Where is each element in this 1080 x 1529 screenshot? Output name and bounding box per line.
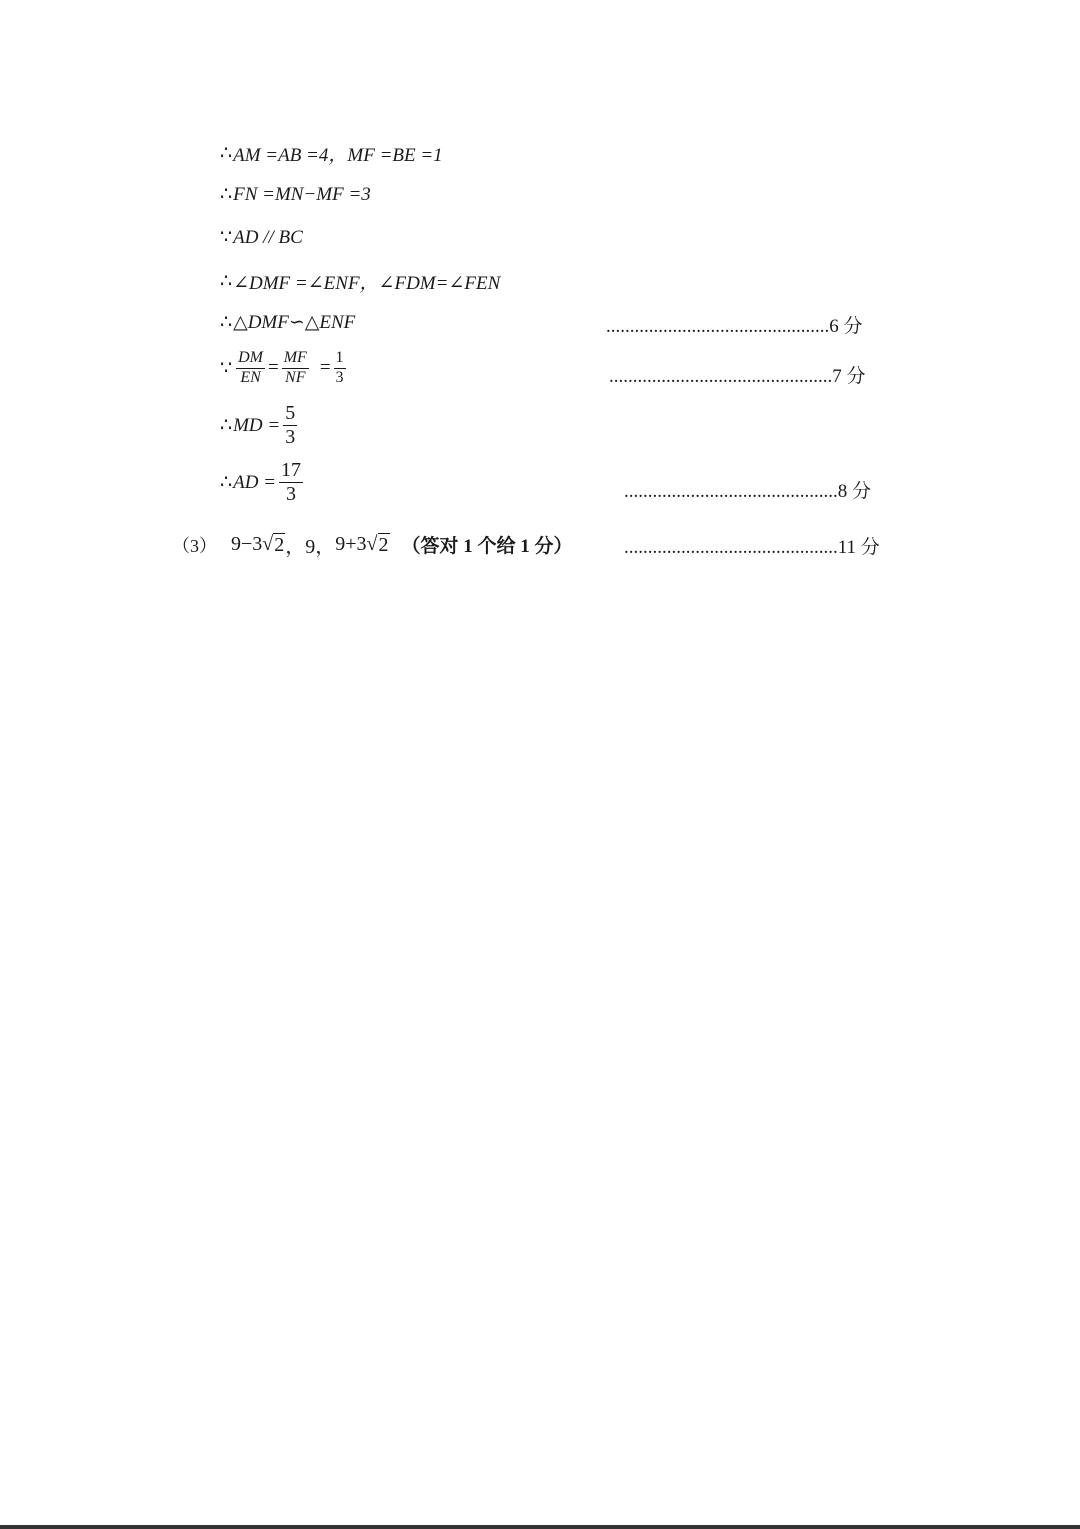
fraction-five-thirds [283,403,297,448]
fraction-numerator: 17 [281,459,301,481]
fraction-numerator: DM [236,350,265,369]
fraction-mf-nf [282,350,309,387]
proof-line-3-text: AD // BC [233,226,303,248]
because-symbol: ∵ [220,357,233,379]
therefore-symbol: ∴ [220,415,233,436]
radicand: 2 [378,534,389,556]
proof-line-3 [220,226,303,249]
fraction-seventeen-thirds [279,460,303,505]
equals-sign: = [319,357,331,379]
proof-line-1-text: AM =AB =4，MF =BE =1 [233,145,443,166]
sqrt-symbol [367,533,390,556]
fraction-numerator: 5 [285,402,296,424]
proof-line-5 [220,311,355,334]
therefore-symbol: ∴ [220,472,233,493]
answer-value-3: 9+3 [335,533,367,555]
fraction-denominator: 3 [286,483,296,505]
grading-note: （答对 1 个给 1 分） [401,536,573,557]
proof-line-2-text: FN =MN−MF =3 [233,183,371,205]
fraction-dm-en [236,350,265,387]
proof-line-1 [220,140,443,167]
equals-sign: = [267,357,279,379]
proof-line-8-label: AD = [233,471,276,493]
proof-line-4-text: ∠DMF =∠ENF，∠FDM=∠FEN [233,273,501,294]
answer-part-3 [172,530,573,559]
therefore-symbol: ∴ [220,312,233,333]
proof-line-4 [220,268,500,295]
because-symbol: ∵ [220,227,233,248]
sqrt-symbol [262,533,285,556]
bottom-border [0,1525,1080,1529]
proof-line-2 [220,183,371,206]
therefore-symbol: ∴ [220,271,233,292]
fraction-denominator: NF [285,368,306,386]
fraction-numerator: MF [282,350,309,369]
radical-icon: √ [366,533,378,555]
proof-line-7-label: MD = [233,414,281,436]
answer-value-1: 9−3 [231,533,263,555]
fraction-one-third [334,350,346,387]
therefore-symbol: ∴ [220,143,233,164]
part-number: （3） [172,535,217,556]
proof-line-6 [220,350,349,387]
separator: ，9， [285,536,336,558]
proof-line-8 [220,460,306,505]
proof-line-7 [220,403,300,448]
proof-line-5-text: △DMF∽△ENF [233,312,356,333]
therefore-symbol: ∴ [220,184,233,205]
score-8: .............................................8 分 [624,481,872,502]
score-6: ...............................................6 分 [606,316,863,337]
score-11: .............................................11 分 [624,537,880,558]
radicand: 2 [274,534,285,556]
radical-icon: √ [262,533,274,555]
fraction-numerator: 1 [334,350,346,369]
fraction-denominator: EN [240,368,261,386]
score-7: ...............................................7 分 [609,366,866,387]
fraction-denominator: 3 [335,368,344,386]
fraction-denominator: 3 [285,426,296,448]
